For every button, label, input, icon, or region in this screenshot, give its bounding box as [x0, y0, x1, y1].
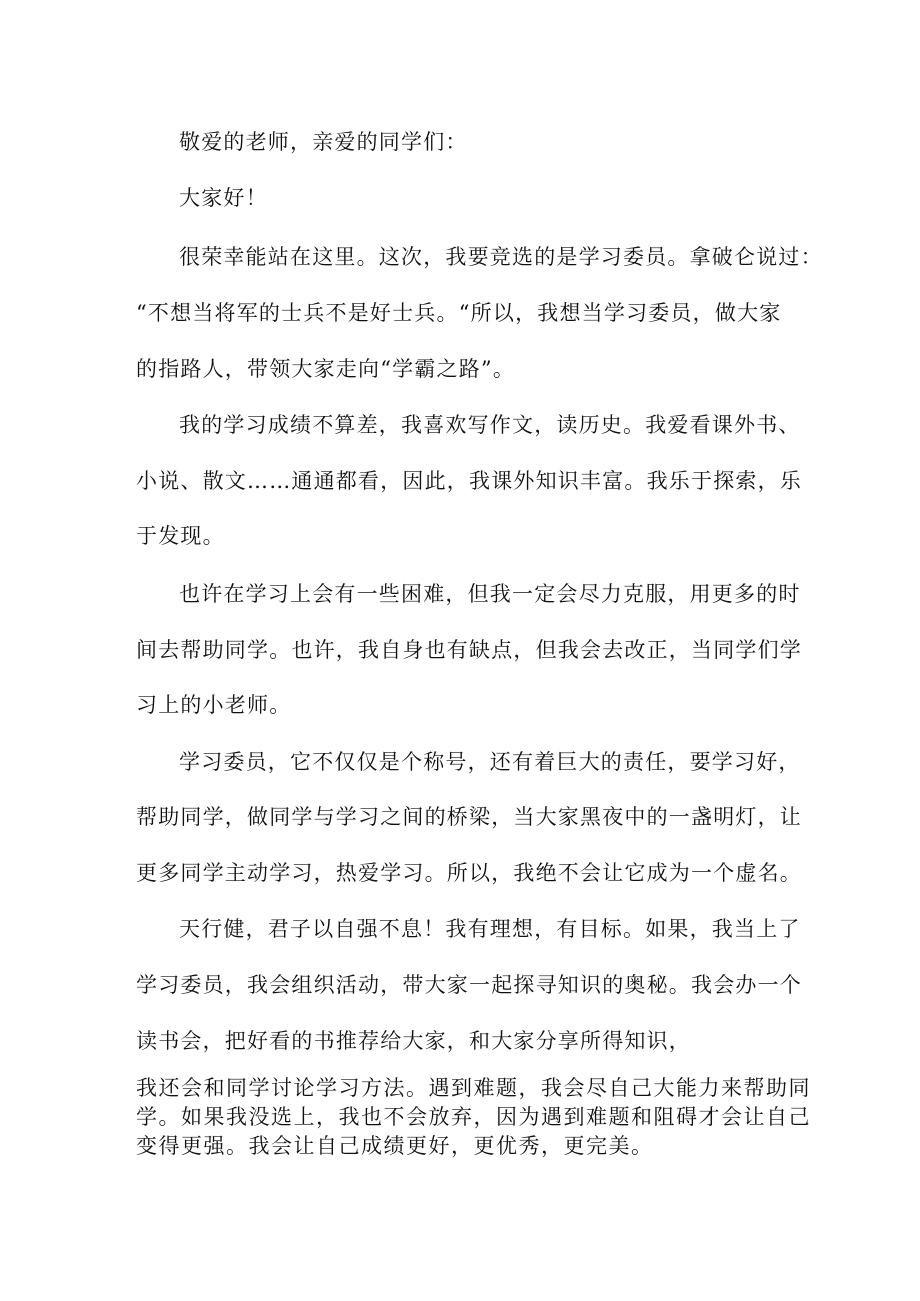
greeting-line: 大家好！ — [179, 186, 268, 210]
paragraph-1-line-1: 很荣幸能站在这里。这次，我要竞选的是学习委员。拿破仑说过： — [179, 245, 823, 269]
salutation-line: 敬爱的老师，亲爱的同学们： — [179, 130, 468, 154]
paragraph-4-line-2: 帮助同学，做同学与学习之间的桥梁，当大家黑夜中的一盏明灯，让 — [136, 805, 802, 829]
paragraph-3-line-2: 间去帮助同学。也许，我自身也有缺点，但我会去改正，当同学们学 — [136, 638, 802, 662]
paragraph-3-line-3: 习上的小老师。 — [136, 693, 292, 717]
paragraph-4-line-3: 更多同学主动学习，热爱学习。所以，我绝不会让它成为一个虚名。 — [136, 861, 802, 885]
paragraph-3-line-1: 也许在学习上会有一些困难，但我一定会尽力克服，用更多的时 — [179, 582, 801, 606]
paragraph-2-line-2: 小说、散文……通通都看，因此，我课外知识丰富。我乐于探索，乐 — [136, 469, 802, 493]
paragraph-6-line-3: 变得更强。我会让自己成绩更好，更优秀，更完美。 — [136, 1134, 654, 1158]
paragraph-1-line-3: 的指路人，带领大家走向“学霸之路”。 — [136, 357, 516, 381]
paragraph-6-line-1: 我还会和同学讨论学习方法。遇到难题，我会尽自己大能力来帮助同 — [136, 1076, 811, 1100]
paragraph-5-line-1: 天行健，君子以自强不息！我有理想，有目标。如果，我当上了 — [179, 917, 801, 941]
paragraph-2-line-3: 于发现。 — [136, 524, 225, 548]
paragraph-4-line-1: 学习委员，它不仅仅是个称号，还有着巨大的责任，要学习好， — [179, 750, 801, 774]
paragraph-1-line-2: “不想当将军的士兵不是好士兵。“所以，我想当学习委员，做大家 — [136, 301, 782, 325]
paragraph-6-line-2: 学。如果我没选上，我也不会放弃，因为遇到难题和阻碍才会让自己 — [136, 1105, 811, 1129]
paragraph-5-line-3: 读书会，把好看的书推荐给大家，和大家分享所得知识， — [136, 1029, 691, 1053]
paragraph-5-line-2: 学习委员，我会组织活动，带大家一起探寻知识的奥秘。我会办一个 — [136, 973, 802, 997]
paragraph-2-line-1: 我的学习成绩不算差，我喜欢写作文，读历史。我爱看课外书、 — [179, 413, 801, 437]
